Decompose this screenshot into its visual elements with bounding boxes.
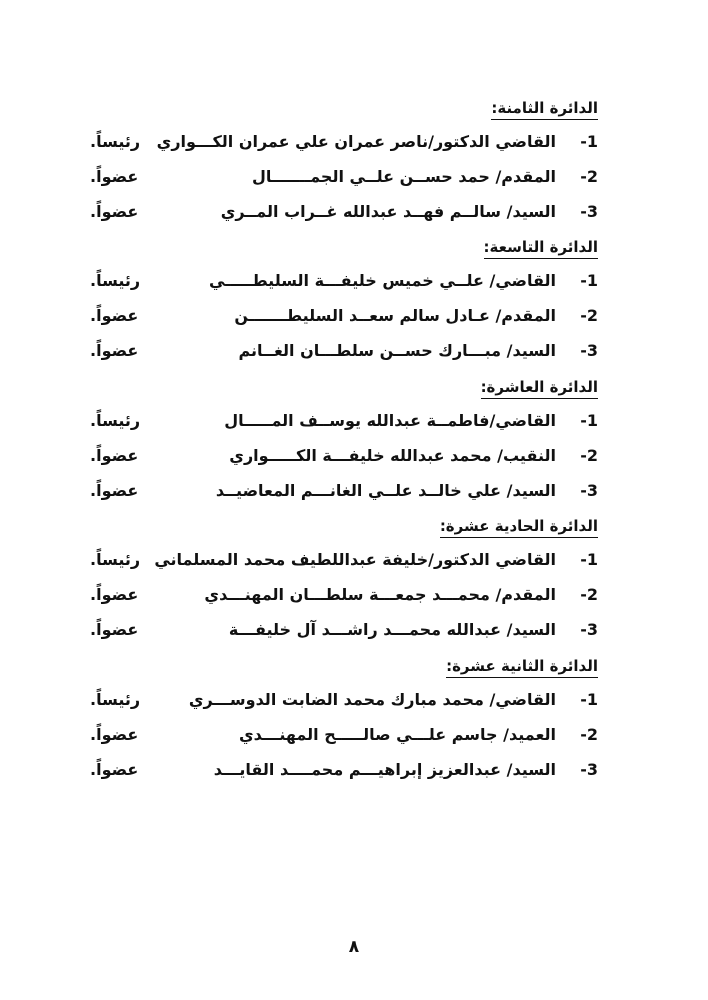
member-name: القاضي/فاطمــة عبدالله يوســف المـــــال <box>224 411 556 430</box>
member-name: القاضي/ علــي خميس خليفـــة السليطـــــي <box>209 271 556 290</box>
member-row <box>90 550 598 585</box>
section-title: الدائرة الثامنة: <box>491 98 598 120</box>
member-name: السيد/ عبدالله محمـــد راشـــد آل خليفـــة <box>228 620 556 639</box>
member-name: المقدم/ حمد حســن علــي الجمـــــــال <box>252 167 556 186</box>
section-title: الدائرة العاشرة: <box>481 377 598 399</box>
section-eleventh-circuit <box>90 516 598 655</box>
member-number: -3 <box>580 760 598 779</box>
section-twelfth-circuit <box>90 656 598 795</box>
member-number: -2 <box>580 585 598 604</box>
member-name: المقدم/ عـادل سالم سعــد السليطـــــــن <box>234 306 556 325</box>
member-name: القاضي الدكتور/ناصر عمران علي عمران الكـــواري <box>156 132 556 151</box>
member-row <box>90 725 598 760</box>
member-role: عضواً. <box>90 725 139 744</box>
member-name: السيد/ علي خالــد علــي الغانـــم المعاضيــد <box>215 481 556 500</box>
member-row <box>90 271 598 306</box>
member-number: -1 <box>580 132 598 151</box>
member-name: العميد/ جاسم علـــي صالـــــح المهنـــدي <box>239 725 556 744</box>
member-number: -2 <box>580 306 598 325</box>
member-row <box>90 132 598 167</box>
member-role: عضواً. <box>90 306 139 325</box>
member-row <box>90 167 598 202</box>
member-role: عضواً. <box>90 760 139 779</box>
member-role: رئيساً. <box>90 690 141 709</box>
member-number: -3 <box>580 481 598 500</box>
member-row <box>90 620 598 655</box>
member-role: عضواً. <box>90 202 139 221</box>
member-row <box>90 411 598 446</box>
member-number: -1 <box>580 271 598 290</box>
member-role: رئيساً. <box>90 271 141 290</box>
section-title: الدائرة الثانية عشرة: <box>446 656 598 678</box>
member-role: عضواً. <box>90 341 139 360</box>
member-name: النقيب/ محمد عبدالله خليفـــة الكـــــواري <box>229 446 556 465</box>
member-number: -3 <box>580 341 598 360</box>
page-number: ٨ <box>348 937 360 957</box>
member-row <box>90 306 598 341</box>
member-number: -2 <box>580 446 598 465</box>
member-role: عضواً. <box>90 585 139 604</box>
member-row <box>90 481 598 516</box>
member-row <box>90 585 598 620</box>
member-role: عضواً. <box>90 620 139 639</box>
section-eighth-circuit <box>90 98 598 237</box>
member-role: عضواً. <box>90 481 139 500</box>
section-title: الدائرة الحادية عشرة: <box>440 516 598 538</box>
member-row <box>90 446 598 481</box>
member-name: السيد/ عبدالعزيز إبراهيـــم محمــــد القايـــد <box>213 760 556 779</box>
member-name: السيد/ مبـــارك حســن سلطـــان الغــانم <box>238 341 556 360</box>
member-name: المقدم/ محمـــد جمعـــة سلطـــان المهنـــدي <box>204 585 556 604</box>
member-name: السيد/ سالــم فهــد عبدالله غــراب المــري <box>220 202 556 221</box>
member-role: رئيساً. <box>90 132 141 151</box>
member-row <box>90 341 598 376</box>
section-ninth-circuit <box>90 237 598 376</box>
member-number: -1 <box>580 550 598 569</box>
member-number: -2 <box>580 725 598 744</box>
member-row <box>90 760 598 795</box>
member-row <box>90 690 598 725</box>
section-title: الدائرة التاسعة: <box>484 237 598 259</box>
member-number: -1 <box>580 411 598 430</box>
member-role: رئيساً. <box>90 550 141 569</box>
member-role: عضواً. <box>90 446 139 465</box>
member-name: القاضي الدكتور/خليفة عبداللطيف محمد المسلماني <box>154 550 556 569</box>
member-role: عضواً. <box>90 167 139 186</box>
member-number: -1 <box>580 690 598 709</box>
member-number: -3 <box>580 620 598 639</box>
member-role: رئيساً. <box>90 411 141 430</box>
member-number: -3 <box>580 202 598 221</box>
member-number: -2 <box>580 167 598 186</box>
section-tenth-circuit <box>90 377 598 516</box>
member-row <box>90 202 598 237</box>
member-name: القاضي/ محمد مبارك محمد الضابت الدوســـري <box>188 690 556 709</box>
